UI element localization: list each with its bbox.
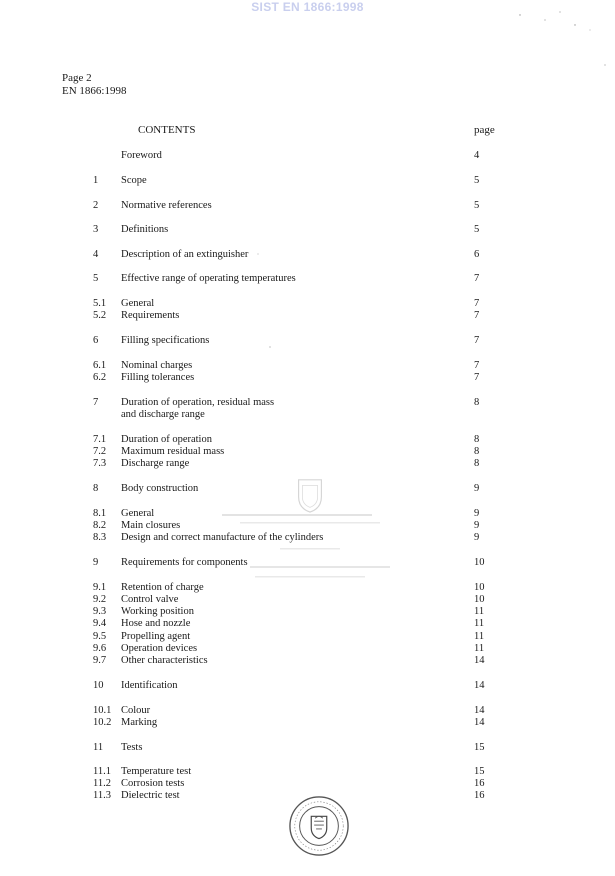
toc-entry-page: 10 (474, 557, 485, 568)
toc-entry-number: 3 (93, 224, 99, 235)
toc-entry (0, 716, 615, 729)
toc-entry-title: Maximum residual mass (121, 446, 225, 457)
toc-entry-page: 16 (474, 790, 485, 801)
toc-entry-title: Discharge range (121, 458, 190, 469)
toc-entry-number: 5.2 (93, 310, 107, 321)
toc-entry-page: 16 (474, 778, 485, 789)
toc-entry-title: Other characteristics (121, 655, 208, 666)
toc-entry-number: 7.3 (93, 458, 107, 469)
toc-entry-number: 9.3 (93, 606, 107, 617)
toc-entry (0, 617, 615, 630)
toc-entry (0, 248, 615, 261)
toc-entry-page: 7 (474, 273, 480, 284)
toc-entry-title: Main closures (121, 520, 181, 531)
toc-entry-title: Identification (121, 680, 178, 691)
toc-entry-number: 4 (93, 249, 99, 260)
toc-entry-title: Colour (121, 705, 151, 716)
toc-entry-title: Scope (121, 175, 147, 186)
toc-entry-title-continued: and discharge range (121, 409, 205, 420)
toc-entry-title: General (121, 298, 155, 309)
toc-entry (0, 149, 615, 162)
toc-entry-page: 8 (474, 397, 480, 408)
toc-entry-page: 5 (474, 224, 480, 235)
toc-entry-page: 10 (474, 594, 485, 605)
toc-entry (0, 679, 615, 692)
watermark-title: SIST EN 1866:1998 (251, 0, 364, 14)
toc-entry-title: Tests (121, 742, 143, 753)
toc-entry (0, 654, 615, 667)
toc-entry-title: Propelling agent (121, 631, 191, 642)
toc-entry (0, 741, 615, 754)
toc-entry-number: 6.1 (93, 360, 107, 371)
toc-entry-title: Retention of charge (121, 582, 204, 593)
toc-entry-title: Foreword (121, 150, 162, 161)
toc-entry-page: 14 (474, 680, 485, 691)
toc-entry-number: 9.1 (93, 582, 107, 593)
toc-entry-number: 7.1 (93, 434, 107, 445)
toc-entry-number: 9 (93, 557, 99, 568)
toc-entry (0, 272, 615, 285)
contents-heading: CONTENTS (138, 124, 196, 136)
toc-entry-title: Design and correct manufacture of the cylinders (121, 532, 324, 543)
toc-entry-title: Hose and nozzle (121, 618, 191, 629)
toc-entry-page: 11 (474, 606, 485, 617)
standard-id: EN 1866:1998 (62, 85, 127, 97)
toc-entry-page: 8 (474, 446, 480, 457)
toc-entry-number: 6 (93, 335, 99, 346)
toc-entry-title: Corrosion tests (121, 778, 185, 789)
toc-entry-number: 1 (93, 175, 99, 186)
toc-entry-number: 2 (93, 200, 99, 211)
toc-entry-page: 8 (474, 458, 480, 469)
toc-entry-title: General (121, 508, 155, 519)
toc-entry-title: Body construction (121, 483, 199, 494)
toc-entry-page: 6 (474, 249, 480, 260)
toc-entry (0, 199, 615, 212)
toc-entry-number: 11.3 (93, 790, 111, 801)
toc-entry-page: 7 (474, 360, 480, 371)
toc-entry-title: Normative references (121, 200, 212, 211)
toc-entry-title: Definitions (121, 224, 169, 235)
toc-entry-number: 11.1 (93, 766, 111, 777)
toc-entry-number: 6.2 (93, 372, 107, 383)
page-header (62, 72, 126, 98)
toc-entry-title: Dielectric test (121, 790, 180, 801)
toc-entry-number: 9.5 (93, 631, 107, 642)
toc-entry-number: 7 (93, 397, 99, 408)
toc-entry-page: 7 (474, 298, 480, 309)
toc-entry-number: 5 (93, 273, 99, 284)
toc-entry-title: Requirements (121, 310, 180, 321)
toc-entry-title: Requirements for components (121, 557, 248, 568)
faded-emblem-icon (291, 476, 329, 514)
toc-entry-page: 14 (474, 717, 485, 728)
toc-entry-number: 10.1 (93, 705, 112, 716)
toc-entry (0, 531, 615, 544)
toc-entry-number: 10.2 (93, 717, 112, 728)
toc-entry-title: Operation devices (121, 643, 198, 654)
toc-entry (0, 223, 615, 236)
toc-entry (0, 556, 615, 569)
toc-entry-number: 9.6 (93, 643, 107, 654)
toc-entry-title: Control valve (121, 594, 179, 605)
seal-stamp-icon (288, 795, 350, 857)
toc-entry-number: 8 (93, 483, 99, 494)
toc-entry-page: 7 (474, 335, 480, 346)
toc-entry (0, 174, 615, 187)
toc-entry (0, 457, 615, 470)
toc-entry-number: 9.2 (93, 594, 107, 605)
toc-entry-page: 11 (474, 618, 485, 629)
toc-entry-title: Filling tolerances (121, 372, 195, 383)
toc-entry-page: 11 (474, 643, 485, 654)
toc-entry-page: 9 (474, 532, 480, 543)
toc-entry-page: 11 (474, 631, 485, 642)
toc-entry-title: Effective range of operating temperatures (121, 273, 296, 284)
toc-entry-number: 8.1 (93, 508, 107, 519)
toc-entry-number: 10 (93, 680, 104, 691)
toc-entry-number: 9.7 (93, 655, 107, 666)
toc-entry-page: 7 (474, 310, 480, 321)
toc-entry-page: 4 (474, 150, 480, 161)
toc-entry-page: 5 (474, 175, 480, 186)
toc-entry-number: 7.2 (93, 446, 107, 457)
toc-entry-number: 8.2 (93, 520, 107, 531)
toc-entry-number: 9.4 (93, 618, 107, 629)
toc-entry (0, 309, 615, 322)
toc-entry-title: Duration of operation (121, 434, 212, 445)
toc-entry-page: 10 (474, 582, 485, 593)
toc-entry-page: 9 (474, 508, 480, 519)
toc-entry-number: 11 (93, 742, 104, 753)
toc-entry (0, 334, 615, 347)
page-column-heading: page (474, 124, 495, 136)
page-number: Page 2 (62, 72, 92, 84)
toc-entry-page: 5 (474, 200, 480, 211)
toc-entry-page: 15 (474, 742, 485, 753)
toc-entry-page: 7 (474, 372, 480, 383)
toc-entry (0, 396, 615, 420)
toc-entry-title: Description of an extinguisher (121, 249, 249, 260)
toc-entry-title: Nominal charges (121, 360, 193, 371)
toc-entry-page: 14 (474, 705, 485, 716)
toc-entry-title: Duration of operation, residual mass (121, 397, 275, 408)
toc-entry-page: 9 (474, 483, 480, 494)
toc-entry-page: 9 (474, 520, 480, 531)
toc-entry-title: Temperature test (121, 766, 192, 777)
toc-entry-page: 14 (474, 655, 485, 666)
toc-entry-number: 5.1 (93, 298, 107, 309)
toc-entry-title: Marking (121, 717, 158, 728)
toc-entry-number: 8.3 (93, 532, 107, 543)
toc-entry (0, 371, 615, 384)
toc-entry-page: 15 (474, 766, 485, 777)
toc-entry-page: 8 (474, 434, 480, 445)
toc-entry-number: 11.2 (93, 778, 111, 789)
toc-entry-title: Working position (121, 606, 194, 617)
toc-entry-title: Filling specifications (121, 335, 210, 346)
